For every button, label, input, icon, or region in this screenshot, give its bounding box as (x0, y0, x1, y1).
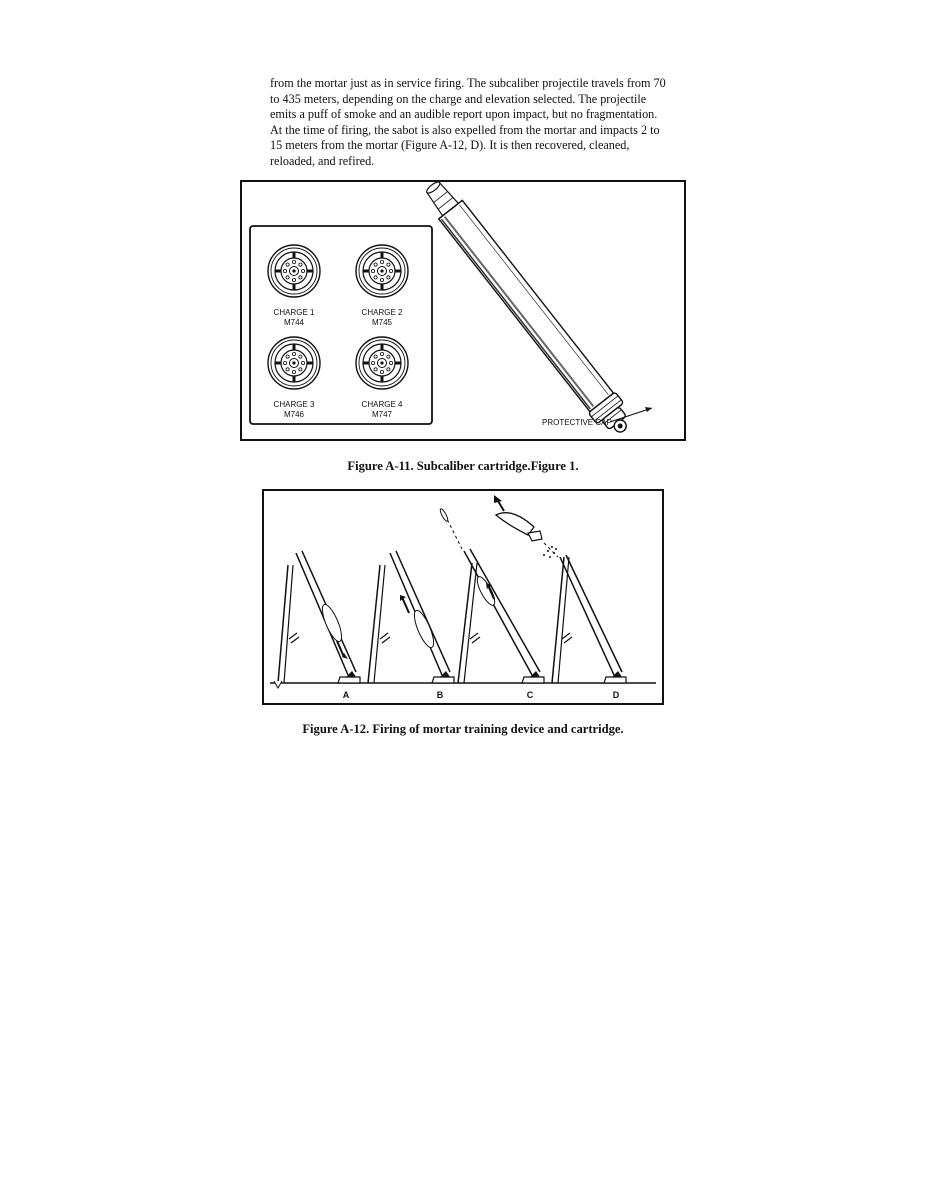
figure-a11-caption: Figure A-11. Subcaliber cartridge.Figure 1. (347, 459, 579, 473)
figure-a11-illustration (242, 182, 684, 439)
charge-3-label: CHARGE 3 (273, 400, 315, 409)
body-line: reloaded, and refired. (270, 153, 375, 168)
stage-c-label: C (526, 690, 534, 700)
charge-4-icon (356, 337, 408, 389)
charge-1-icon (268, 245, 320, 297)
charge-1-label: CHARGE 1 (273, 308, 315, 317)
charge-4-model: M747 (371, 410, 393, 419)
stage-b-label: B (436, 690, 444, 700)
body-line: to 435 meters, depending on the charge and elevation selected. The projectile (270, 91, 647, 106)
figure-a12-caption: Figure A-12. Firing of mortar training device and cartridge. (302, 722, 624, 736)
mortar-stage-b (368, 551, 454, 683)
body-paragraph (270, 76, 730, 170)
charge-4-label: CHARGE 4 (361, 400, 403, 409)
stage-a-label: A (342, 690, 350, 700)
charge-2-icon (356, 245, 408, 297)
charge-2-model: M745 (371, 318, 393, 327)
charge-3-model: M746 (283, 410, 305, 419)
stage-d-label: D (612, 690, 620, 700)
body-line: At the time of firing, the sabot is also expelled from the mortar and impacts 2 to (270, 122, 660, 137)
body-line: from the mortar just as in service firing. The subcaliber projectile travels from 70 (270, 76, 666, 90)
body-line: emits a puff of smoke and an audible report upon impact, but no fragmentation. (270, 107, 658, 122)
body-line: 15 meters from the mortar (Figure A-12, D). It is then recovered, cleaned, (270, 138, 630, 153)
subcaliber-cartridge-illustration (418, 182, 637, 439)
charge-2-label: CHARGE 2 (361, 308, 403, 317)
protective-cap-label: PROTECTIVE CAP (542, 418, 612, 427)
figure-a11 (240, 180, 686, 441)
charge-3-icon (268, 337, 320, 389)
figure-a12 (262, 489, 664, 705)
mortar-stage-a (274, 551, 360, 688)
charge-1-model: M744 (283, 318, 305, 327)
mortar-stage-d (494, 495, 626, 683)
figure-a12-illustration (264, 491, 662, 703)
protective-cap-arrowhead (645, 407, 652, 412)
